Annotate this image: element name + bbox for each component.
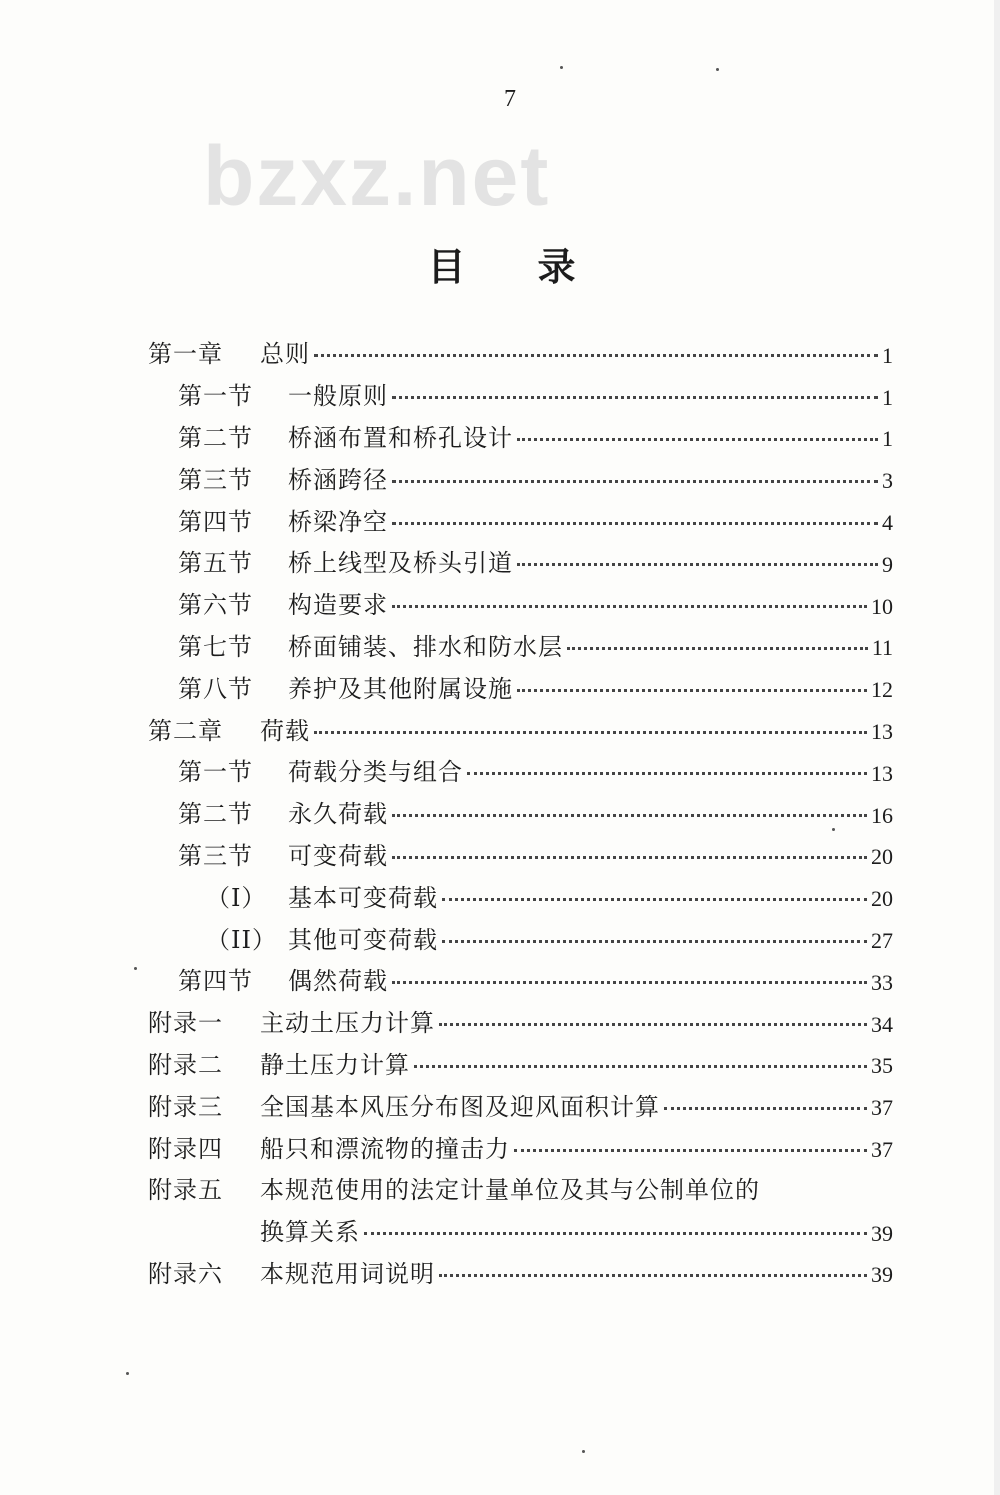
toc-entry-appendix[interactable] xyxy=(148,1251,893,1293)
toc-page-number: 27 xyxy=(871,928,893,954)
toc-page-number: 10 xyxy=(871,593,893,619)
toc-entry-section[interactable] xyxy=(148,665,893,707)
dot-leader xyxy=(514,1149,867,1152)
toc-entry-section[interactable] xyxy=(148,373,893,415)
toc-entry-section[interactable] xyxy=(148,498,893,540)
toc-entry-appendix[interactable] xyxy=(148,1125,893,1167)
toc-page-number: 33 xyxy=(871,969,893,995)
dot-leader xyxy=(392,605,867,608)
toc-entry-section[interactable] xyxy=(148,456,893,498)
toc-title-text: 静土压力计算 xyxy=(260,1050,410,1079)
toc-page-number: 37 xyxy=(871,1137,893,1163)
dot-leader xyxy=(517,563,878,566)
toc-title-text: 主动土压力计算 xyxy=(260,1009,435,1038)
toc-label: 第一章 xyxy=(148,340,223,369)
toc-title-text: 桥上线型及桥头引道 xyxy=(288,549,513,578)
toc-label: 第一节 xyxy=(178,758,253,787)
toc-label: 第三节 xyxy=(178,465,253,494)
toc-page-number: 16 xyxy=(871,802,893,828)
dot-leader xyxy=(439,1274,867,1277)
toc-entry-section[interactable] xyxy=(148,415,893,457)
dot-leader xyxy=(364,1232,867,1235)
toc-page-number: 39 xyxy=(871,1220,893,1246)
toc-title-text: 养护及其他附属设施 xyxy=(288,674,513,703)
toc-label: 第五节 xyxy=(178,549,253,578)
scan-speck xyxy=(716,68,719,71)
scan-speck xyxy=(134,967,137,970)
scan-speck xyxy=(126,1372,129,1375)
toc-entry-subsection[interactable] xyxy=(148,916,893,958)
toc-entry-chapter-2[interactable] xyxy=(148,707,893,749)
toc-label: （II） xyxy=(206,925,277,954)
toc-page-number: 37 xyxy=(871,1095,893,1121)
toc-title-text: 全国基本风压分布图及迎风面积计算 xyxy=(260,1092,660,1121)
toc-label: 第四节 xyxy=(178,967,253,996)
toc-label: 附录一 xyxy=(148,1009,223,1038)
toc-entry-subsection[interactable] xyxy=(148,874,893,916)
toc-page-number: 11 xyxy=(871,635,893,661)
toc-entry-chapter-1[interactable] xyxy=(148,331,893,373)
toc-title-text: 荷载 xyxy=(260,716,310,745)
dot-leader xyxy=(314,731,867,734)
toc-title-text: 永久荷载 xyxy=(288,800,388,829)
dot-leader xyxy=(467,772,867,775)
toc-entry-appendix-continued[interactable] xyxy=(148,1209,893,1251)
dot-leader xyxy=(392,981,867,984)
toc-label: 附录二 xyxy=(148,1050,223,1079)
toc-title-text: 桥面铺装、排水和防水层 xyxy=(288,632,563,661)
dot-leader xyxy=(567,647,868,650)
scan-speck xyxy=(832,828,835,831)
scan-speck xyxy=(560,66,563,69)
toc-entry-section[interactable] xyxy=(148,540,893,582)
toc-title-text: 本规范用词说明 xyxy=(260,1259,435,1288)
toc-label: 第七节 xyxy=(178,632,253,661)
dot-leader xyxy=(392,856,867,859)
toc-label: 第二节 xyxy=(178,423,253,452)
dot-leader xyxy=(392,814,867,817)
toc-page-number: 34 xyxy=(871,1011,893,1037)
toc-entry-section[interactable] xyxy=(148,958,893,1000)
toc-label: 附录六 xyxy=(148,1259,223,1288)
toc-page-number: 3 xyxy=(882,468,893,494)
toc-page-number: 4 xyxy=(882,510,893,536)
toc-title-text: 荷载分类与组合 xyxy=(288,758,463,787)
toc-entry-section[interactable] xyxy=(148,582,893,624)
toc-label: （I） xyxy=(206,883,267,912)
dot-leader xyxy=(392,522,878,525)
toc-label: 附录五 xyxy=(148,1176,223,1205)
toc-label: 附录三 xyxy=(148,1092,223,1121)
dot-leader xyxy=(314,354,878,357)
toc-page-number: 35 xyxy=(871,1053,893,1079)
toc-page-number: 13 xyxy=(871,760,893,786)
toc-title-text: 总则 xyxy=(260,340,310,369)
watermark: bzxz.net xyxy=(203,129,551,223)
toc-title-text: 桥涵跨径 xyxy=(288,465,388,494)
toc-entry-section[interactable] xyxy=(148,749,893,791)
dot-leader xyxy=(439,1023,867,1026)
toc-label: 第四节 xyxy=(178,507,253,536)
toc-entry-appendix[interactable] xyxy=(148,1167,893,1209)
toc-entry-section[interactable] xyxy=(148,791,893,833)
toc-label: 第二节 xyxy=(178,800,253,829)
toc-title-text: 桥梁净空 xyxy=(288,507,388,536)
toc-page-number: 20 xyxy=(871,886,893,912)
table-of-contents xyxy=(148,331,893,1292)
scan-edge xyxy=(994,0,1000,1495)
toc-page-number: 13 xyxy=(871,719,893,745)
dot-leader xyxy=(414,1065,867,1068)
toc-title-text: 偶然荷载 xyxy=(288,967,388,996)
toc-entry-section[interactable] xyxy=(148,833,893,875)
toc-page-number: 1 xyxy=(882,384,893,410)
dot-leader xyxy=(517,689,867,692)
toc-page-number: 1 xyxy=(882,342,893,368)
dot-leader xyxy=(664,1107,867,1110)
toc-title-text: 基本可变荷载 xyxy=(288,883,438,912)
toc-label: 第二章 xyxy=(148,716,223,745)
toc-label: 第六节 xyxy=(178,591,253,620)
toc-entry-section[interactable] xyxy=(148,624,893,666)
toc-entry-appendix[interactable] xyxy=(148,1042,893,1084)
toc-page-number: 20 xyxy=(871,844,893,870)
toc-page-number: 1 xyxy=(882,426,893,452)
toc-title: 目录 xyxy=(427,244,648,289)
toc-title-text: 桥涵布置和桥孔设计 xyxy=(288,423,513,452)
toc-title-text-continued: 换算关系 xyxy=(260,1218,360,1247)
toc-title-text: 一般原则 xyxy=(288,382,388,411)
toc-page-number: 9 xyxy=(882,551,893,577)
toc-label: 第三节 xyxy=(178,841,253,870)
toc-title-text: 其他可变荷载 xyxy=(288,925,438,954)
toc-page-number: 12 xyxy=(871,677,893,703)
toc-entry-appendix[interactable] xyxy=(148,1083,893,1125)
toc-title-text: 可变荷载 xyxy=(288,841,388,870)
toc-title-text: 本规范使用的法定计量单位及其与公制单位的 xyxy=(260,1176,760,1205)
toc-label: 附录四 xyxy=(148,1134,223,1163)
dot-leader xyxy=(392,480,878,483)
dot-leader xyxy=(517,438,878,441)
toc-label: 第一节 xyxy=(178,382,253,411)
dot-leader xyxy=(442,898,867,901)
toc-title-text: 船只和漂流物的撞击力 xyxy=(260,1134,510,1163)
dot-leader xyxy=(442,940,867,943)
toc-label: 第八节 xyxy=(178,674,253,703)
toc-entry-appendix[interactable] xyxy=(148,1000,893,1042)
page-number: 7 xyxy=(504,86,516,112)
dot-leader xyxy=(392,396,878,399)
scan-speck xyxy=(582,1450,585,1453)
toc-title-text: 构造要求 xyxy=(288,591,388,620)
toc-page-number: 39 xyxy=(871,1262,893,1288)
